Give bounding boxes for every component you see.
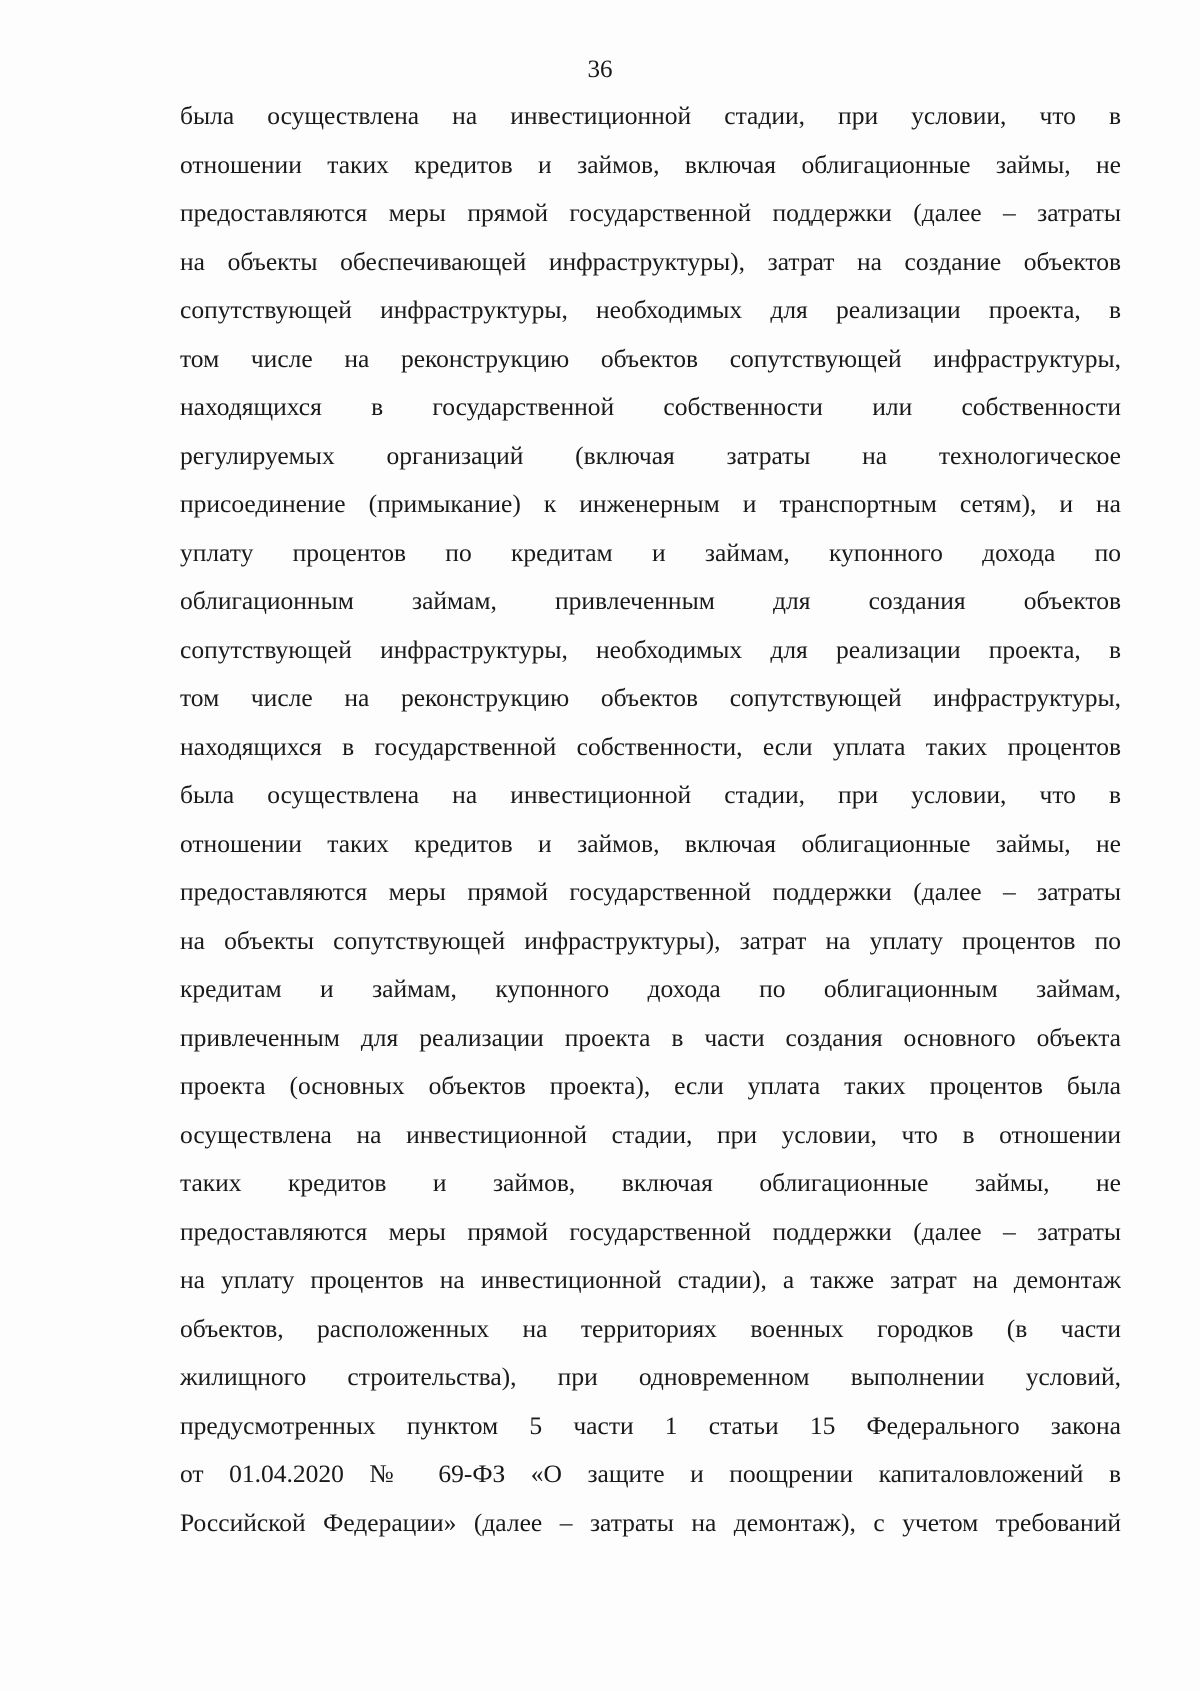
text-line: объектов, расположенных на территориях военных городков (в части [180, 1313, 1121, 1343]
text-line: была осуществлена на инвестиционной стадии, при условии, что в [180, 101, 1121, 130]
text-line: том числе на реконструкцию объектов сопутствующей инфраструктуры, [180, 343, 1121, 373]
text-line: находящихся в государственной собственности, если уплата таких процентов [180, 731, 1121, 761]
text-line: на уплату процентов на инвестиционной стадии), а также затрат на демонтаж [180, 1265, 1121, 1294]
text-line: сопутствующей инфраструктуры, необходимых для реализации проекта, в [180, 634, 1121, 664]
text-line: находящихся в государственной собственности или собственности [180, 392, 1121, 421]
text-line: отношении таких кредитов и займов, включая облигационные займы, не [180, 149, 1121, 179]
text-line: осуществлена на инвестиционной стадии, при условии, что в отношении [180, 1119, 1121, 1149]
text-line: предоставляются меры прямой государственной поддержки (далее – затраты [180, 1216, 1121, 1246]
text-line: регулируемых организаций (включая затраты на технологическое [180, 440, 1121, 470]
text-line: привлеченным для реализации проекта в части создания основного объекта [180, 1022, 1121, 1052]
text-line: том числе на реконструкцию объектов сопутствующей инфраструктуры, [180, 683, 1121, 712]
text-line: на объекты сопутствующей инфраструктуры), затрат на уплату процентов по [180, 925, 1121, 955]
text-line: Российской Федерации» (далее – затраты на демонтаж), с учетом требований [180, 1507, 1121, 1537]
text-line: уплату процентов по кредитам и займам, купонного дохода по [180, 537, 1121, 567]
text-line: была осуществлена на инвестиционной стадии, при условии, что в [180, 780, 1121, 809]
text-line: отношении таких кредитов и займов, включая облигационные займы, не [180, 828, 1121, 858]
text-line: сопутствующей инфраструктуры, необходимых для реализации проекта, в [180, 295, 1121, 324]
text-line: предоставляются меры прямой государственной поддержки (далее – затраты [180, 877, 1121, 906]
text-line: присоединение (примыкание) к инженерным и транспортным сетям), и на [180, 489, 1121, 518]
text-line: жилищного строительства), при одновременном выполнении условий, [180, 1362, 1121, 1391]
text-line: таких кредитов и займов, включая облигационные займы, не [180, 1168, 1121, 1197]
text-line: кредитам и займам, купонного дохода по облигационным займам, [180, 974, 1121, 1003]
text-line: на объекты обеспечивающей инфраструктуры), затрат на создание объектов [180, 246, 1121, 276]
page-number: 36 [587, 56, 613, 83]
body-text [180, 92, 1121, 1547]
text-line: облигационным займам, привлеченным для создания объектов [180, 586, 1121, 615]
text-line: предоставляются меры прямой государственной поддержки (далее – затраты [180, 198, 1121, 227]
text-line: от 01.04.2020 № 69-ФЗ «О защите и поощрении капиталовложений в [180, 1459, 1121, 1488]
text-line: проекта (основных объектов проекта), если уплата таких процентов была [180, 1071, 1121, 1100]
text-line: предусмотренных пунктом 5 части 1 статьи 15 Федерального закона [180, 1410, 1121, 1440]
